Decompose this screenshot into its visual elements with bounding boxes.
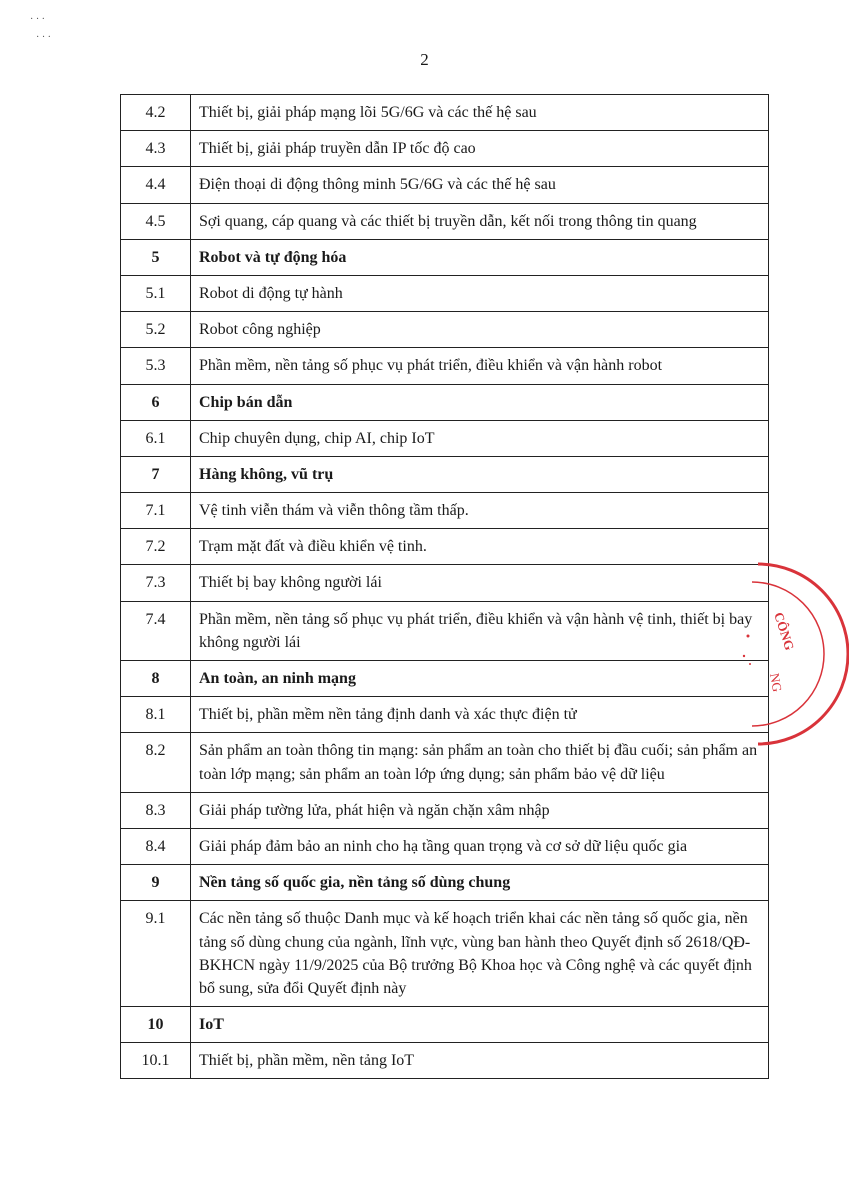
table-body bbox=[121, 95, 769, 1079]
row-number: 4.3 bbox=[121, 131, 191, 167]
row-number: 6.1 bbox=[121, 420, 191, 456]
stamp-text-fragment: NG bbox=[767, 671, 786, 694]
row-description: Thiết bị, phần mềm nền tảng định danh và xác thực điện tử bbox=[191, 697, 769, 733]
table-row bbox=[121, 565, 769, 601]
row-number: 5.3 bbox=[121, 348, 191, 384]
row-number: 7.2 bbox=[121, 529, 191, 565]
table-row bbox=[121, 167, 769, 203]
row-description: Thiết bị, phần mềm, nền tảng IoT bbox=[191, 1043, 769, 1079]
row-number: 5.2 bbox=[121, 312, 191, 348]
table-row bbox=[121, 131, 769, 167]
scan-speck: · · · bbox=[36, 32, 51, 43]
row-number: 7.4 bbox=[121, 601, 191, 660]
row-description: Phần mềm, nền tảng số phục vụ phát triển, điều khiển và vận hành vệ tinh, thiết bị bay không người lái bbox=[191, 601, 769, 660]
row-number: 8 bbox=[121, 661, 191, 697]
stamp-text: CÔNG bbox=[771, 610, 798, 653]
table-row bbox=[121, 203, 769, 239]
row-number: 8.3 bbox=[121, 792, 191, 828]
table-row bbox=[121, 348, 769, 384]
row-number: 10 bbox=[121, 1007, 191, 1043]
row-number: 9 bbox=[121, 865, 191, 901]
table-row bbox=[121, 697, 769, 733]
table-row bbox=[121, 529, 769, 565]
row-description: Điện thoại di động thông minh 5G/6G và các thế hệ sau bbox=[191, 167, 769, 203]
table-row bbox=[121, 828, 769, 864]
row-number: 4.4 bbox=[121, 167, 191, 203]
row-number: 8.2 bbox=[121, 733, 191, 792]
row-description: Sợi quang, cáp quang và các thiết bị truyền dẫn, kết nối trong thông tin quang bbox=[191, 203, 769, 239]
table-row bbox=[121, 275, 769, 311]
row-number: 8.1 bbox=[121, 697, 191, 733]
table-row bbox=[121, 312, 769, 348]
section-row bbox=[121, 661, 769, 697]
section-title: IoT bbox=[191, 1007, 769, 1043]
section-row bbox=[121, 456, 769, 492]
table-row bbox=[121, 95, 769, 131]
section-title: Nền tảng số quốc gia, nền tảng số dùng chung bbox=[191, 865, 769, 901]
table-row bbox=[121, 1043, 769, 1079]
row-description: Phần mềm, nền tảng số phục vụ phát triển, điều khiển và vận hành robot bbox=[191, 348, 769, 384]
row-number: 10.1 bbox=[121, 1043, 191, 1079]
row-number: 5 bbox=[121, 239, 191, 275]
row-description: Sản phẩm an toàn thông tin mạng: sản phẩm an toàn cho thiết bị đầu cuối; sản phẩm an toàn lớp mạng; sản phẩm an toàn lớp ứng dụng; sản phẩm bảo vệ dữ liệu bbox=[191, 733, 769, 792]
table-row bbox=[121, 420, 769, 456]
table-row bbox=[121, 733, 769, 792]
table-row bbox=[121, 601, 769, 660]
scan-speck: · · · bbox=[30, 14, 45, 25]
row-number: 7 bbox=[121, 456, 191, 492]
row-description: Robot công nghiệp bbox=[191, 312, 769, 348]
row-number: 4.5 bbox=[121, 203, 191, 239]
row-number: 7.3 bbox=[121, 565, 191, 601]
row-description: Trạm mặt đất và điều khiển vệ tinh. bbox=[191, 529, 769, 565]
row-number: 5.1 bbox=[121, 275, 191, 311]
section-row bbox=[121, 239, 769, 275]
row-number: 9.1 bbox=[121, 901, 191, 1007]
section-row bbox=[121, 384, 769, 420]
table-row bbox=[121, 792, 769, 828]
row-number: 8.4 bbox=[121, 828, 191, 864]
section-title: Robot và tự động hóa bbox=[191, 239, 769, 275]
row-number: 4.2 bbox=[121, 95, 191, 131]
row-description: Thiết bị, giải pháp mạng lõi 5G/6G và các thế hệ sau bbox=[191, 95, 769, 131]
row-description: Giải pháp tường lửa, phát hiện và ngăn chặn xâm nhập bbox=[191, 792, 769, 828]
table-row bbox=[121, 901, 769, 1007]
section-row bbox=[121, 1007, 769, 1043]
row-description: Giải pháp đảm bảo an ninh cho hạ tầng quan trọng và cơ sở dữ liệu quốc gia bbox=[191, 828, 769, 864]
red-seal-stamp bbox=[718, 556, 849, 756]
row-description: Thiết bị bay không người lái bbox=[191, 565, 769, 601]
row-description: Các nền tảng số thuộc Danh mục và kế hoạch triển khai các nền tảng số quốc gia, nền tảng số dùng chung của ngành, lĩnh vực, vùng ban hành theo Quyết định số 2618/QĐ-BKHCN ngày 11/9/2025 của Bộ trưởng Bộ Khoa học và Công nghệ và các quyết định bổ sung, sửa đổi Quyết định này bbox=[191, 901, 769, 1007]
row-description: Chip chuyên dụng, chip AI, chip IoT bbox=[191, 420, 769, 456]
table-row bbox=[121, 493, 769, 529]
section-row bbox=[121, 865, 769, 901]
category-table bbox=[120, 94, 769, 1079]
row-description: Thiết bị, giải pháp truyền dẫn IP tốc độ cao bbox=[191, 131, 769, 167]
section-title: Hàng không, vũ trụ bbox=[191, 456, 769, 492]
row-description: Robot di động tự hành bbox=[191, 275, 769, 311]
section-title: An toàn, an ninh mạng bbox=[191, 661, 769, 697]
section-title: Chip bán dẫn bbox=[191, 384, 769, 420]
row-number: 6 bbox=[121, 384, 191, 420]
row-description: Vệ tinh viễn thám và viễn thông tầm thấp. bbox=[191, 493, 769, 529]
page-number: 2 bbox=[420, 50, 429, 69]
row-number: 7.1 bbox=[121, 493, 191, 529]
